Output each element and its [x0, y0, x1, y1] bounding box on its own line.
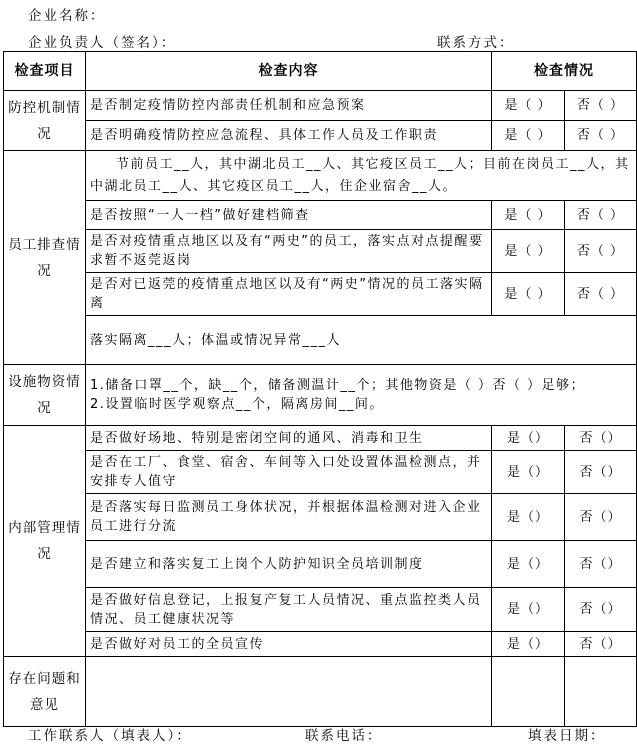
- check-item: 是否做好对员工的全员宣传: [86, 632, 492, 657]
- check-item: 是否按照“一人一档”做好建档筛查: [86, 201, 492, 230]
- inspection-table: [3, 51, 637, 727]
- no-option[interactable]: 否（ ）: [565, 273, 637, 316]
- yes-option[interactable]: 是（）: [492, 632, 565, 657]
- isolation-count: 落实隔离___人；体温或情况异常___人: [86, 316, 637, 365]
- phone-label: 联系电话：: [305, 728, 383, 744]
- check-item: 是否在工厂、食堂、宿舍、车间等入口处设置体温检测点，并安排专人值守: [86, 451, 492, 494]
- no-option[interactable]: 否（）: [565, 588, 637, 632]
- no-option[interactable]: 否（）: [565, 541, 637, 588]
- check-item: 是否对已返莞的疫情重点地区以及有“两史”情况的员工落实隔离: [86, 273, 492, 316]
- col-header-status: 检查情况: [492, 52, 637, 91]
- staff-summary: 节前员工__人，其中湖北员工__人、其它疫区员工__人；目前在岗员工__人，其中湖北员工__人、其它疫区员工__人，住企业宿舍__人。: [86, 151, 637, 201]
- yes-option[interactable]: 是（）: [492, 588, 565, 632]
- col-header-content: 检查内容: [86, 52, 492, 91]
- company-head-label: 企业负责人（签名）：: [28, 35, 177, 51]
- yes-option[interactable]: 是（）: [492, 494, 565, 541]
- check-item: 是否建立和落实复工上岗个人防护知识全员培训制度: [86, 541, 492, 588]
- category-internal: 内部管理情况: [4, 426, 86, 657]
- contact-label: 联系方式：: [437, 35, 515, 51]
- facilities-line-1: 1.储备口罩__个，缺__个，储备测温计__个；其他物资是（ ）否（ ）足够；: [90, 378, 586, 393]
- yes-option[interactable]: 是（ ）: [492, 201, 565, 230]
- check-item: 是否对疫情重点地区以及有“两史”的员工，落实点对点提醒要求暂不返莞返岗: [86, 230, 492, 273]
- category-prevention: 防控机制情况: [4, 91, 86, 151]
- no-option[interactable]: 否（ ）: [565, 201, 637, 230]
- no-option[interactable]: 否（）: [565, 451, 637, 494]
- col-header-item: 检查项目: [4, 52, 86, 91]
- yes-option[interactable]: 是（ ）: [492, 121, 565, 151]
- contact-person-label: 工作联系人（填表人）：: [28, 728, 192, 744]
- check-item: 是否做好信息登记，上报复产复工人员情况、重点监控类人员情况、员工健康状况等: [86, 588, 492, 632]
- date-label: 填表日期：: [528, 728, 606, 744]
- yes-option[interactable]: 是（）: [492, 541, 565, 588]
- no-option[interactable]: 否（）: [565, 426, 637, 451]
- category-facilities: 设施物资情况: [4, 365, 86, 426]
- yes-option[interactable]: 是（）: [492, 426, 565, 451]
- category-issues: 存在问题和意见: [4, 657, 86, 727]
- check-item: 是否明确疫情防控应急流程、具体工作人员及工作职责: [86, 121, 492, 151]
- issues-field-extra[interactable]: [492, 657, 565, 727]
- category-staff: 员工排查情况: [4, 151, 86, 365]
- no-option[interactable]: 否（ ）: [565, 121, 637, 151]
- yes-option[interactable]: 是（ ）: [492, 273, 565, 316]
- check-item: 是否制定疫情防控内部责任机制和应急预案: [86, 91, 492, 121]
- check-item: 是否落实每日监测员工身体状况，并根据体温检测对进入企业员工进行分流: [86, 494, 492, 541]
- facilities-line-2: 2.设置临时医学观察点__个，隔离房间__间。: [90, 397, 384, 412]
- yes-option[interactable]: 是（）: [492, 451, 565, 494]
- no-option[interactable]: 否（）: [565, 494, 637, 541]
- no-option[interactable]: 否（）: [565, 632, 637, 657]
- yes-option[interactable]: 是（ ）: [492, 230, 565, 273]
- issues-field-extra[interactable]: [565, 657, 637, 727]
- company-name-label: 企业名称：: [28, 8, 106, 24]
- yes-option[interactable]: 是（ ）: [492, 91, 565, 121]
- issues-field[interactable]: [86, 657, 492, 727]
- check-item: 是否做好场地、特别是密闭空间的通风、消毒和卫生: [86, 426, 492, 451]
- no-option[interactable]: 否（ ）: [565, 91, 637, 121]
- no-option[interactable]: 否（ ）: [565, 230, 637, 273]
